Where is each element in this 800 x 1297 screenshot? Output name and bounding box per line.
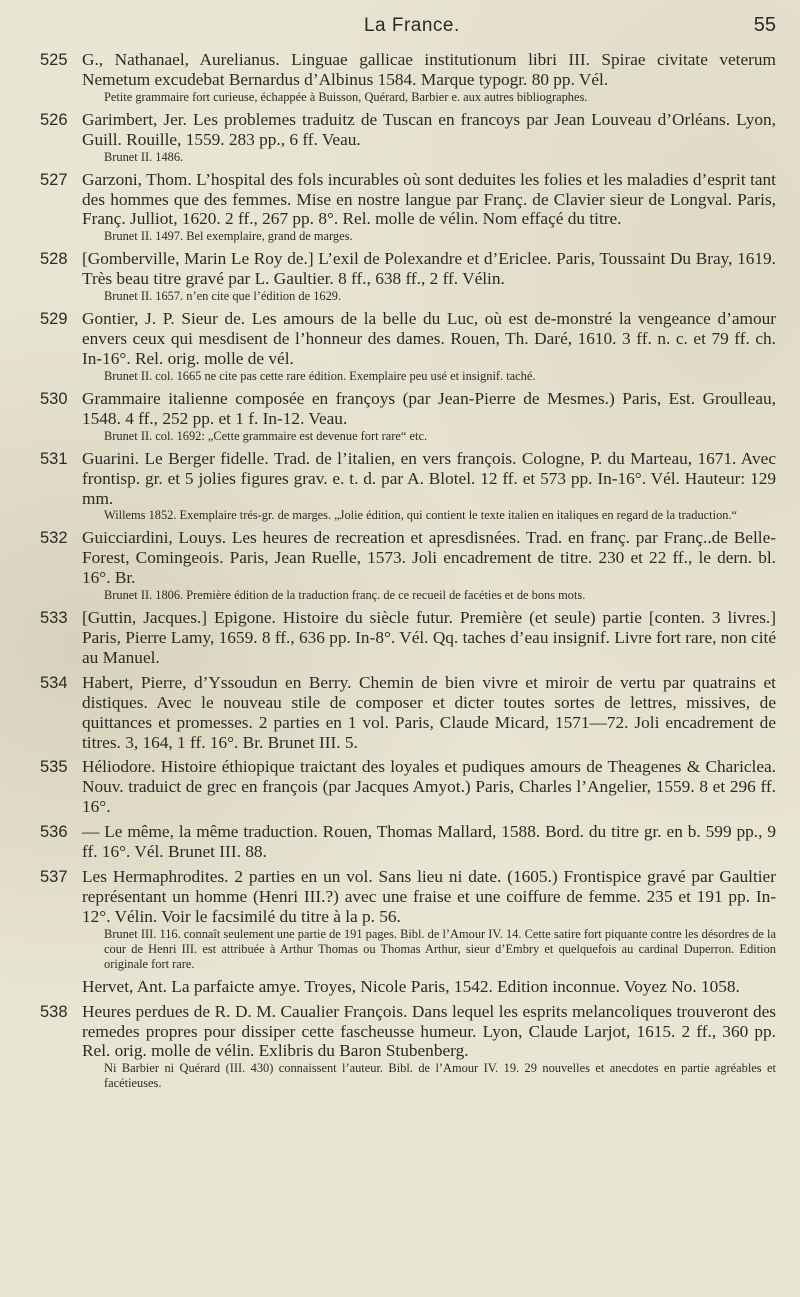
entry-number: 533 bbox=[40, 609, 68, 628]
catalogue-entry-537-hervet bbox=[40, 977, 776, 997]
catalogue-entry-527 bbox=[40, 170, 776, 245]
entry-note: Willems 1852. Exemplaire trés-gr. de marges. „Jolie édition, qui contient le texte italien en italiques en regard de la traduction.“ bbox=[104, 508, 738, 523]
catalogue-entry-531 bbox=[40, 449, 776, 524]
entry-number: 525 bbox=[40, 51, 68, 69]
entry-note: Petite grammaire fort curieuse, échappée à Buisson, Quérard, Barbier e. aux autres bibliographes. bbox=[104, 89, 588, 104]
catalogue-entry-529 bbox=[40, 309, 776, 384]
catalogue-entry-530 bbox=[40, 389, 776, 444]
entry-note: Brunet II. 1486. bbox=[104, 149, 184, 164]
catalogue-entry-536 bbox=[40, 822, 776, 862]
entry-number: 538 bbox=[40, 1002, 68, 1021]
entry-number: 531 bbox=[40, 449, 68, 468]
catalogue-entry-532 bbox=[40, 528, 776, 603]
entry-number: 537 bbox=[40, 868, 68, 886]
entry-number: 536 bbox=[40, 823, 68, 842]
entry-number: 534 bbox=[40, 673, 68, 692]
entry-note: Brunet II. 1497. Bel exemplaire, grand de marges. bbox=[104, 229, 353, 244]
entry-number: 528 bbox=[40, 250, 68, 269]
entry-text: [Guttin, Jacques.] Epigone. Histoire du siècle futur. Première (et seule) partie [conten. 3 livres.] Paris, Pierre Lamy, 1659. 8 ff., 636 pp. In-8°. Vél. Qq. taches d’eau insignif. Livre fort rare, non cité au Manuel. bbox=[82, 608, 776, 667]
page-number: 55 bbox=[753, 14, 776, 36]
entry-text: Gontier, J. P. Sieur de. Les amours de la belle du Luc, où est de-monstré la vengeance d’amour envers ceux qui mesdisent de l’honneur des dames. Rouen, Th. Daré, 1610. 3 ff. n. c. et 79 ff. ch. In-16°. Rel. orig. molle de vél. bbox=[82, 309, 776, 368]
entry-text: Heures perdues de R. D. M. Caualier François. Dans lequel les esprits melancoliques trouveront des remedes propres pour dissiper cette fascheusse humeur. Lyon, Claude Larjot, 1615. 2 ff., 360 pp. Rel. orig. molle de vélin. Exlibris du Baron Stubenberg. bbox=[82, 1001, 776, 1061]
entry-text: Héliodore. Histoire éthiopique traictant des loyales et pudiques amours de Theagenes & Chariclea. Nouv. traduict de grec en françois (par Jacques Amyot.) Paris, Charles l’Angelier, 1559. 8 et 296 ff. 16°. bbox=[82, 757, 776, 817]
entry-note: Brunet II. col. 1665 ne cite pas cette rare édition. Exemplaire peu usé et insignif. taché. bbox=[104, 368, 536, 383]
entry-note: Ni Barbier ni Quérard (III. 430) connaissent l’auteur. Bibl. de l’Amour IV. 19. 29 nouvelles et anecdotes en partie agréables et facétieuses. bbox=[104, 1061, 776, 1091]
entry-text: Guarini. Le Berger fidelle. Trad. de l’italien, en vers françois. Cologne, P. du Marteau, 1671. Avec frontisp. gr. et 5 jolies figures grav. e. t. d. par A. Blotel. 12 ff. et 573 pp. In-16°. Vél. Hauteur: 129 mm. bbox=[82, 448, 776, 508]
entry-text: Garzoni, Thom. L’hospital des fols incurables où sont deduites les folies et les maladies d’esprit tant des hommes que des femmes. Mise en nostre langue par Franç. de Clavier sieur de Longval. Paris, Franç. Julliot, 1620. 2 ff., 267 pp. 8°. Rel. molle de vélin. Nom effaçé du titre. bbox=[82, 169, 776, 229]
entry-text: Guicciardini, Louys. Les heures de recreation et apresdisnées. Trad. en franç. par Franç..de Belle-Forest, Comingeois. Paris, Jean Ruelle, 1573. Joli encadrement de titre. 230 et 22 ff., le dern. bl. 16°. Br. bbox=[82, 528, 776, 588]
entry-number: 532 bbox=[40, 529, 68, 548]
page-header bbox=[40, 14, 776, 44]
entry-note: Brunet II. 1657. n’en cite que l’édition de 1629. bbox=[104, 289, 342, 304]
entry-number: 535 bbox=[40, 758, 68, 777]
entry-text: Hervet, Ant. La parfaicte amye. Troyes, Nicole Paris, 1542. Edition inconnue. Voyez No. 1058. bbox=[82, 976, 740, 996]
catalogue-entry-534 bbox=[40, 673, 776, 753]
catalogue-entry-535 bbox=[40, 757, 776, 817]
entry-text: Grammaire italienne composée en françoys (par Jean-Pierre de Mesmes.) Paris, Est. Groulleau, 1548. 4 ff., 252 pp. et 1 f. In-12. Veau. bbox=[82, 388, 776, 428]
entry-number bbox=[40, 977, 82, 997]
catalogue-entry-537 bbox=[40, 867, 776, 972]
entry-number: 530 bbox=[40, 389, 68, 408]
entry-text: Garimbert, Jer. Les problemes traduitz de Tuscan en francoys par Jean Louveau d’Orléans. Lyon, Guill. Rouille, 1559. 283 pp., 6 ff. Veau. bbox=[82, 109, 776, 149]
catalogue-entry-526 bbox=[40, 110, 776, 165]
entry-number: 526 bbox=[40, 110, 68, 129]
entry-note: Brunet II. col. 1692: „Cette grammaire est devenue fort rare“ etc. bbox=[104, 428, 428, 443]
running-title: La France. bbox=[363, 15, 460, 36]
entry-text: Les Hermaphrodites. 2 parties en un vol. Sans lieu ni date. (1605.) Frontispice gravé par Gaultier représentant un homme (Henri III.?) avec une fraise et une coiffure de femme. 235 et 191 pp. In-12°. Vélin. Voir le facsimilé du titre à la p. 56. bbox=[82, 867, 776, 926]
entry-text: [Gomberville, Marin Le Roy de.] L’exil de Polexandre et d’Ericlee. Paris, Toussaint Du Bray, 1619. Très beau titre gravé par L. Gaultier. 8 ff., 638 ff., 2 ff. Vélin. bbox=[82, 249, 776, 289]
entry-text: Habert, Pierre, d’Yssoudun en Berry. Chemin de bien vivre et miroir de vertu par quatrains et distiques. Avec le nouveau stile de composer et dicter toutes sortes de lettres, missives, de quittances et promesses. 2 parties en 1 vol. Paris, Claude Micard, 1571—72. Joli encadrement de titres. 3, 164, 1 ff. 16°. Br. Brunet III. 5. bbox=[82, 672, 776, 752]
entry-number: 527 bbox=[40, 170, 68, 189]
entry-text: G., Nathanael, Aurelianus. Linguae gallicae institutionum libri III. Spirae civitate veterum Nemetum excudebat Bernardus d’Albinus 1584. Marque typogr. 80 pp. Vél. bbox=[82, 50, 776, 89]
catalogue-entry-528 bbox=[40, 249, 776, 304]
entry-text: — Le même, la même traduction. Rouen, Thomas Mallard, 1588. Bord. du titre gr. en b. 599 pp., 9 ff. 16°. Vél. Brunet III. 88. bbox=[82, 822, 776, 862]
catalogue-entry-538 bbox=[40, 1002, 776, 1092]
catalogue-entry-525 bbox=[40, 50, 776, 105]
entry-number: 529 bbox=[40, 310, 68, 329]
entry-list bbox=[40, 50, 776, 1091]
entry-note: Brunet II. 1806. Première édition de la traduction franç. de ce recueil de facéties et de bons mots. bbox=[104, 588, 586, 603]
catalogue-entry-533 bbox=[40, 608, 776, 668]
entry-note: Brunet III. 116. connaît seulement une partie de 191 pages. Bibl. de l’Amour IV. 14. Cette satire fort piquante contre les désordres de la cour de Henri III. est attribuée à Arthur Thomas ou Thomas Arthur, sieur d’Embry et quelquefois au cardinal Duperron. Edition originale fort rare. bbox=[104, 926, 776, 971]
